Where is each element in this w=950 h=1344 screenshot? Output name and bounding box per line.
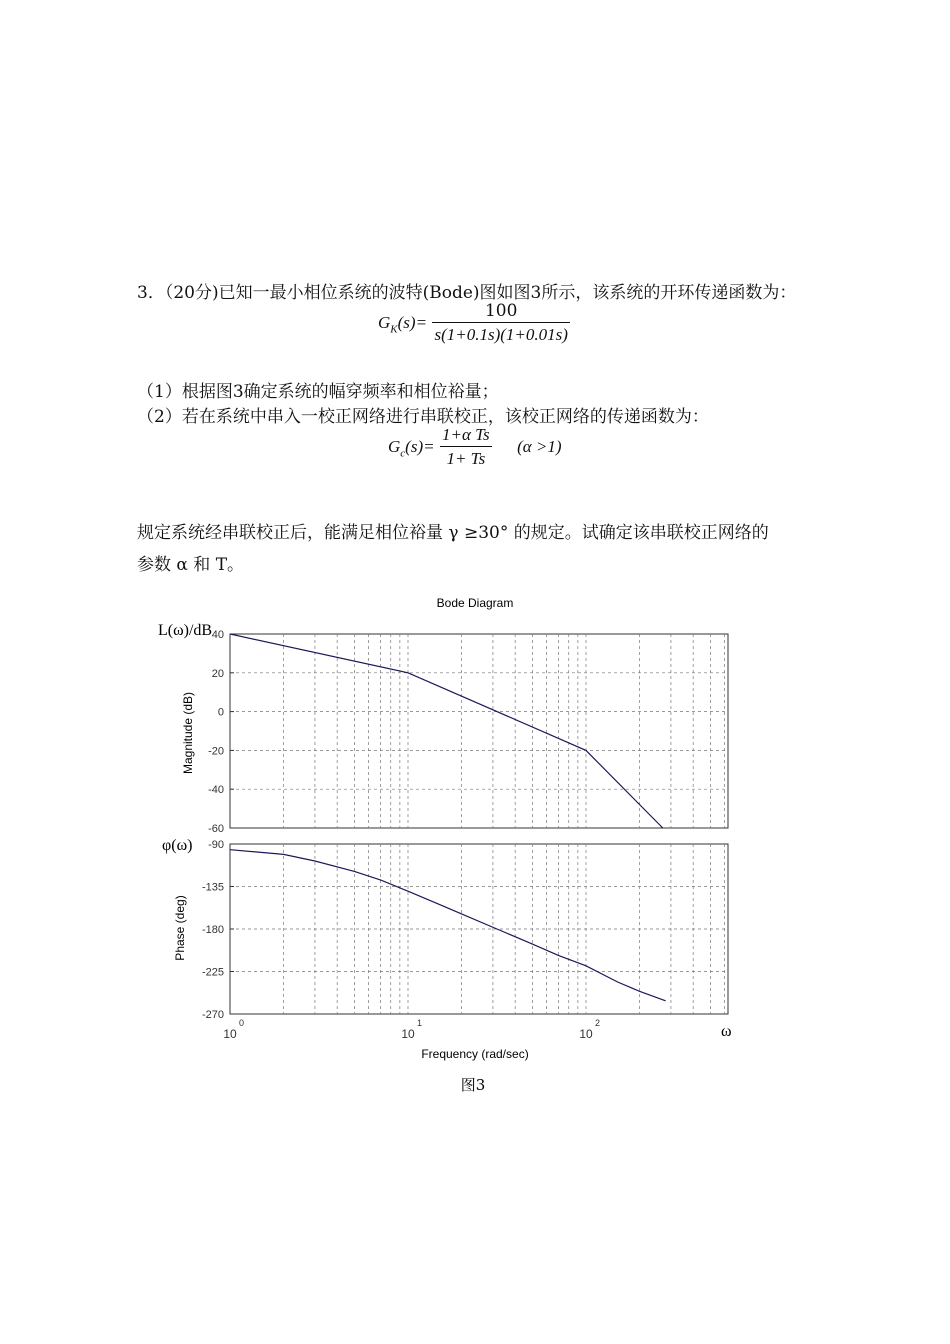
requirement-line-2: 参数 α 和 T。 bbox=[137, 555, 245, 575]
x-ticks bbox=[223, 1018, 600, 1041]
figure-caption: 图3 bbox=[460, 1076, 486, 1094]
question-part2: （2）若在系统中串入一校正网络进行串联校正，该校正网络的传递函数为： bbox=[137, 407, 709, 427]
gk-numerator: 100 bbox=[432, 300, 569, 323]
x-tick-exponent: 0 bbox=[239, 1018, 245, 1028]
mag-tick-label: -60 bbox=[208, 823, 224, 835]
phase-tick-label: -135 bbox=[201, 881, 224, 894]
question-part1: （1）根据图3确定系统的幅穿频率和相位裕量； bbox=[137, 382, 499, 402]
x-tick-exponent: 2 bbox=[595, 1018, 601, 1028]
gk-arg: (s)= bbox=[397, 313, 428, 332]
phase-ylabel: Phase (deg) bbox=[173, 895, 187, 961]
mag-tick-label: 0 bbox=[217, 706, 224, 719]
phase-axis-label: φ(ω) bbox=[162, 837, 193, 854]
phase-tick-label: -90 bbox=[208, 839, 224, 851]
x-tick-label: 10 bbox=[223, 1027, 237, 1041]
omega-label: ω bbox=[721, 1023, 732, 1040]
mag-tick-label: 40 bbox=[211, 629, 224, 641]
gc-sub: c bbox=[400, 447, 406, 460]
x-axis-label: Frequency (rad/sec) bbox=[421, 1047, 529, 1061]
gc-denominator: 1+ Ts bbox=[446, 449, 486, 468]
x-tick-label: 10 bbox=[401, 1027, 415, 1041]
requirement-line-1: 规定系统经串联校正后，能满足相位裕量 γ ≥30° 的规定。试确定该串联校正网络的 bbox=[137, 523, 769, 543]
phase-tick-label: -180 bbox=[201, 924, 224, 936]
gk-lhs: G bbox=[378, 313, 391, 332]
phase-tick-label: -225 bbox=[201, 966, 224, 979]
phase-y-ticks bbox=[202, 839, 234, 1021]
x-tick-label: 10 bbox=[579, 1027, 593, 1041]
mag-tick-label: 20 bbox=[211, 667, 224, 680]
mag-frame bbox=[230, 634, 728, 828]
gc-lhs: G bbox=[388, 437, 401, 456]
mag-tick-label: -20 bbox=[208, 745, 224, 758]
mag-ylabel: Magnitude (dB) bbox=[181, 691, 195, 775]
gc-numerator: 1+α Ts bbox=[440, 424, 492, 447]
phase-panel bbox=[202, 839, 728, 1021]
gk-denominator: s(1+0.1s)(1+0.01s) bbox=[434, 325, 568, 344]
chart-title: Bode Diagram bbox=[436, 596, 514, 610]
mag-axis-label: L(ω)/dB bbox=[158, 622, 213, 639]
phase-tick-label: -270 bbox=[201, 1009, 224, 1021]
x-tick-exponent: 1 bbox=[417, 1018, 423, 1028]
magnitude-panel bbox=[208, 629, 728, 835]
mag-tick-label: -40 bbox=[208, 784, 224, 797]
gc-arg: (s)= bbox=[405, 437, 435, 456]
gk-sub: K bbox=[390, 323, 398, 336]
gc-condition: (α >1) bbox=[517, 437, 562, 456]
question-intro: 3．（20分)已知一最小相位系统的波特(Bode)图如图3所示，该系统的开环传递函数为： bbox=[137, 283, 797, 303]
